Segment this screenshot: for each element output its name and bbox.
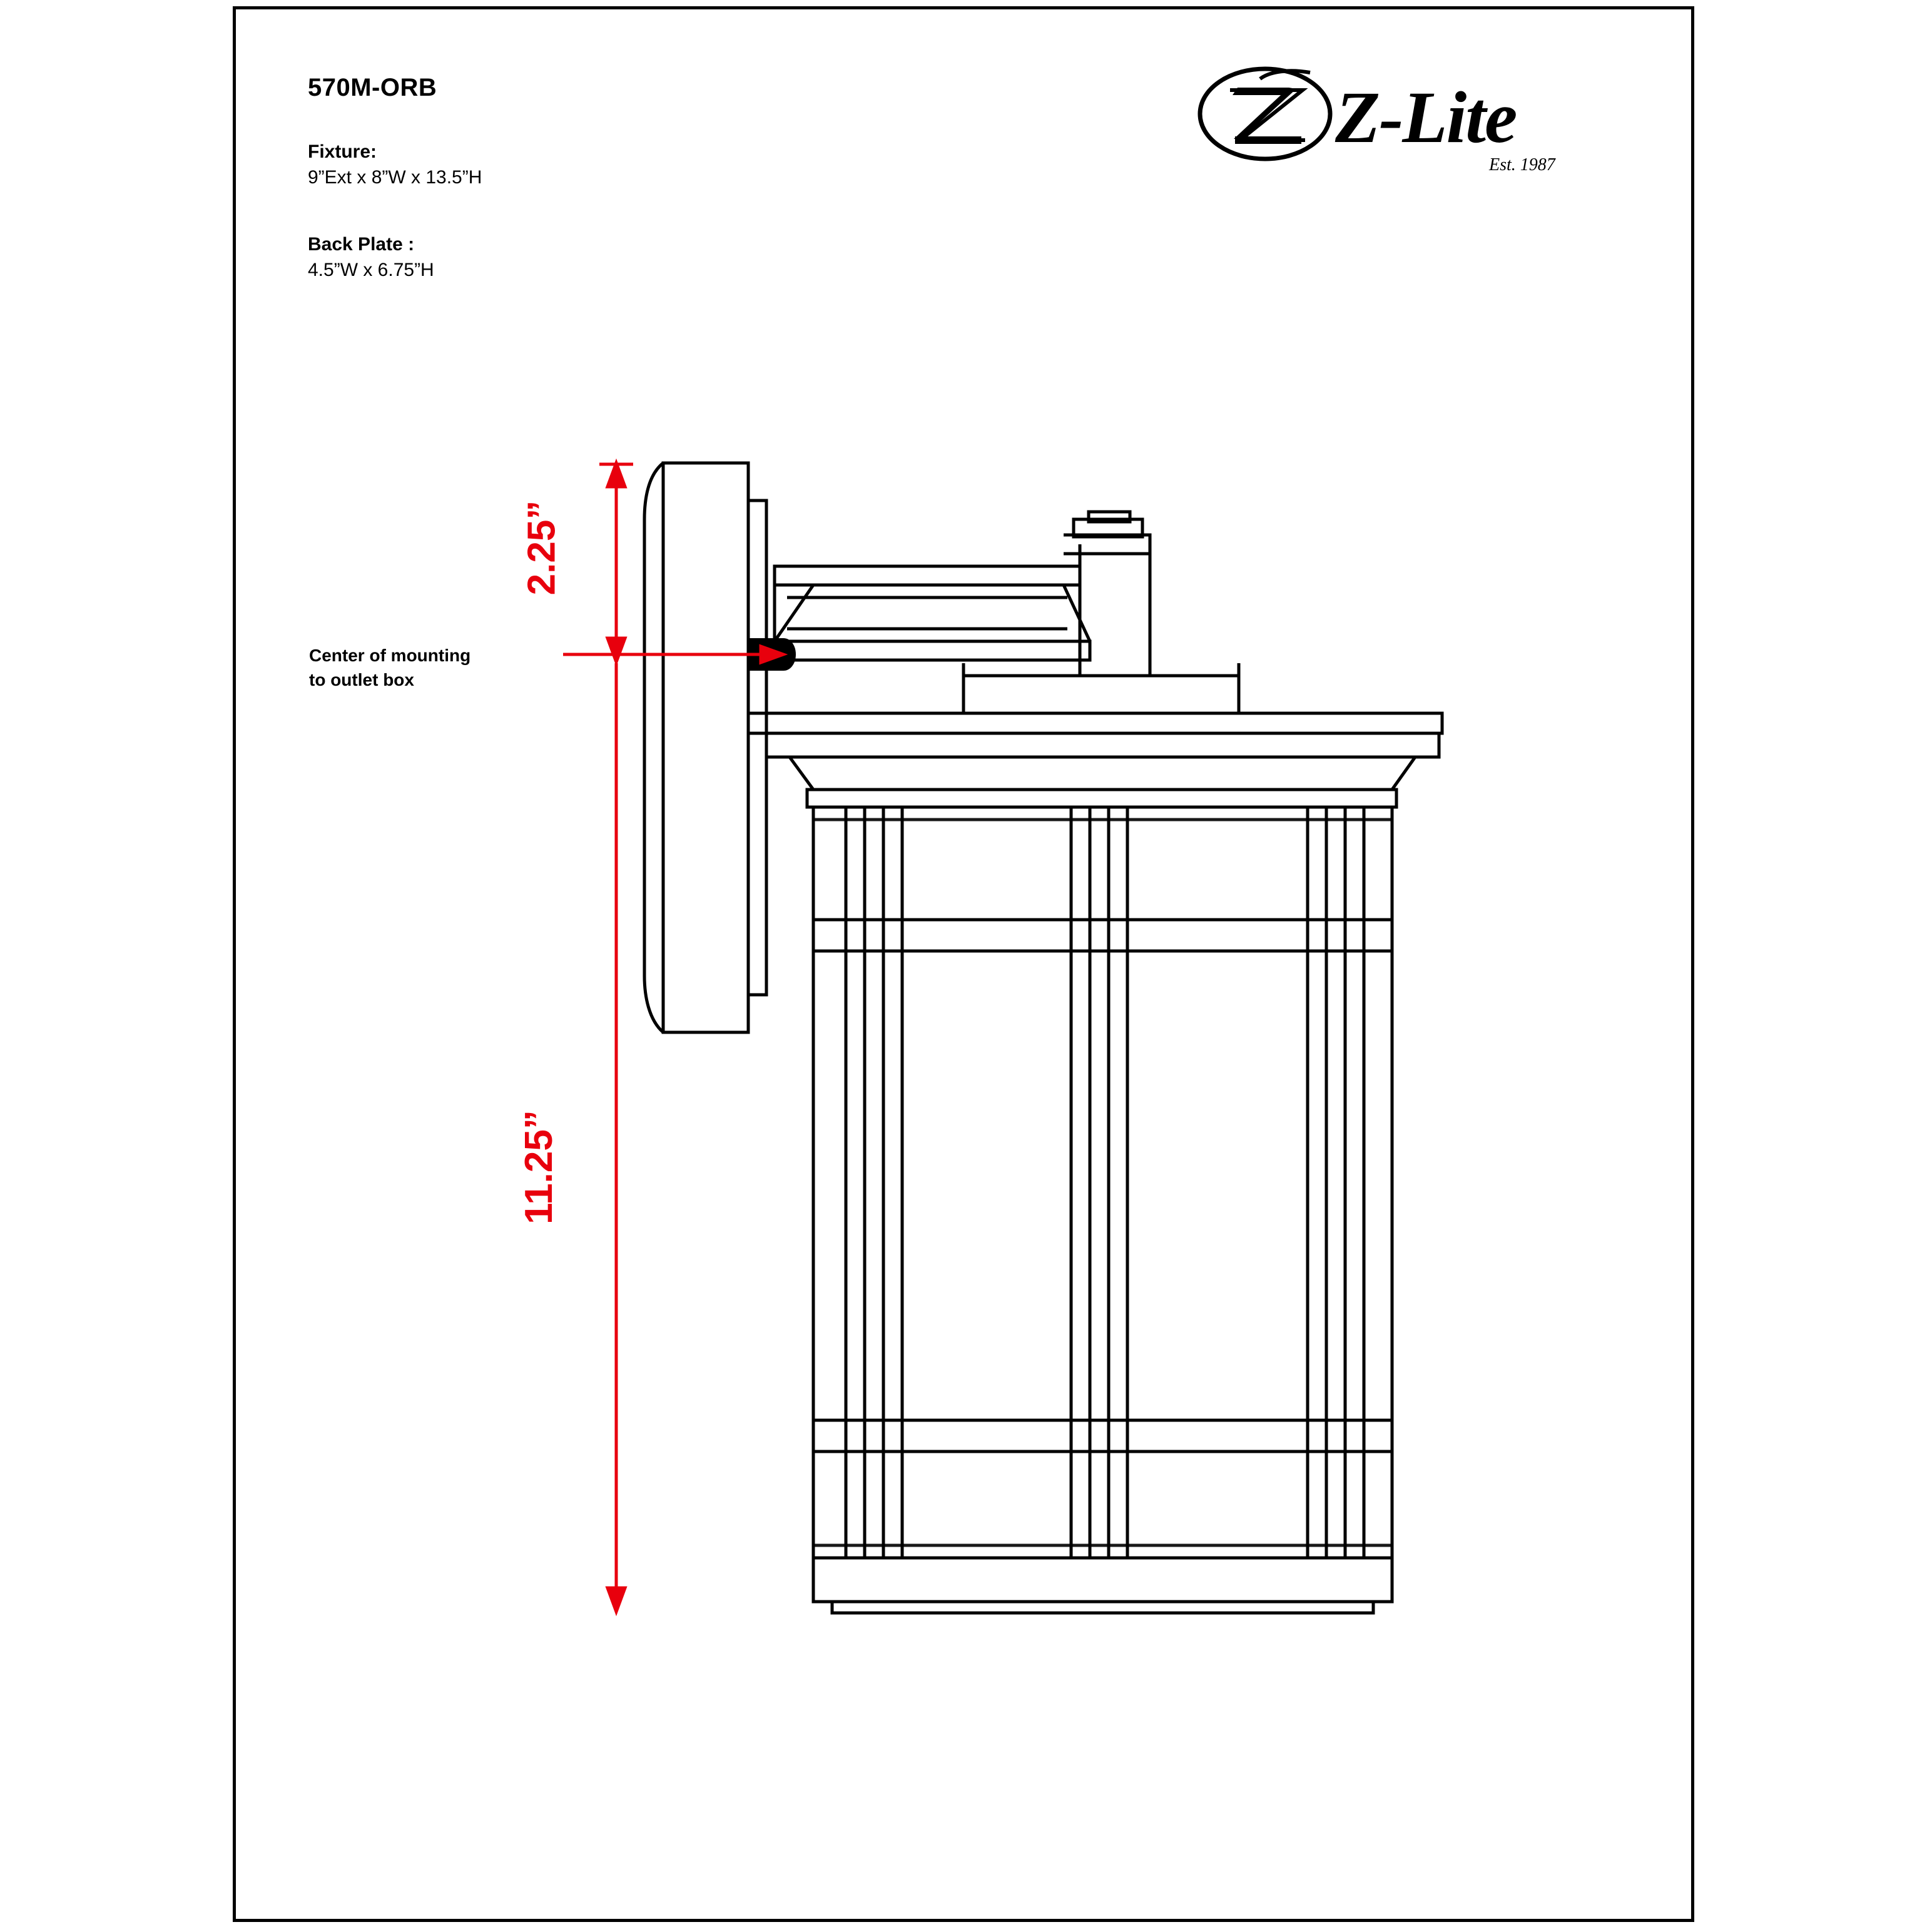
- top-dimension-label: 2.25”: [520, 500, 564, 596]
- bottom-dimension-label: 11.25”: [517, 1110, 561, 1224]
- page-title: 570M-ORB: [308, 74, 437, 101]
- fixture-label: Fixture:: [308, 141, 377, 162]
- mounting-callout-line2: to outlet box: [309, 670, 414, 690]
- logo-wordmark: Z-Lite: [1335, 76, 1517, 158]
- logo-established: Est. 1987: [1489, 155, 1555, 175]
- fixture-dimensions: 9”Ext x 8”W x 13.5”H: [308, 167, 482, 188]
- dimension-lines: [563, 463, 783, 1612]
- backplate-dimensions: 4.5”W x 6.75”H: [308, 260, 434, 281]
- mounting-callout-line1: Center of mounting: [309, 646, 471, 665]
- backplate-label: Back Plate :: [308, 234, 415, 255]
